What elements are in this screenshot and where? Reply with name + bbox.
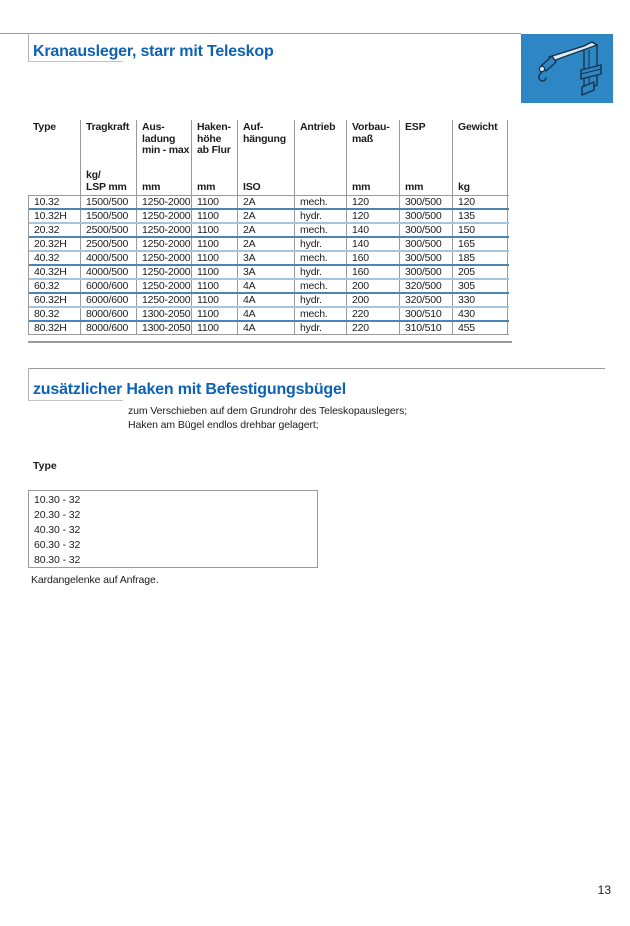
table-cell: 1500/500 bbox=[81, 210, 137, 222]
table-cell: 1250-2000 bbox=[137, 266, 192, 278]
table-row bbox=[29, 238, 509, 252]
header-line: Antrieb bbox=[300, 121, 336, 133]
table-cell: 300/500 bbox=[400, 196, 453, 208]
table-header-cell bbox=[295, 120, 347, 195]
table-cell: 40.32H bbox=[29, 266, 81, 278]
table-cell: 185 bbox=[453, 252, 508, 264]
table-cell: 150 bbox=[453, 224, 508, 236]
table-cell: 300/500 bbox=[400, 238, 453, 250]
table-cell: 6000/600 bbox=[81, 294, 137, 306]
header-title-lines bbox=[86, 122, 136, 134]
table-cell: 160 bbox=[347, 266, 400, 278]
table-cell: 20.32H bbox=[29, 238, 81, 250]
table-cell: 2A bbox=[238, 238, 295, 250]
table-end-rule bbox=[28, 341, 512, 343]
table-cell: 200 bbox=[347, 280, 400, 292]
table-cell: 1250-2000 bbox=[137, 280, 192, 292]
header-line: min - max bbox=[142, 144, 190, 156]
header-title-lines bbox=[300, 122, 346, 134]
table-cell: 300/500 bbox=[400, 266, 453, 278]
header-unit: mm bbox=[197, 180, 216, 193]
table-cell: 1100 bbox=[192, 210, 238, 222]
table-row bbox=[29, 280, 509, 294]
table-cell: 220 bbox=[347, 322, 400, 334]
table-cell: 320/500 bbox=[400, 294, 453, 306]
section2-title: zusätzlicher Haken mit Befestigungsbügel bbox=[33, 381, 346, 398]
table-cell: mech. bbox=[295, 224, 347, 236]
crane-illustration-box bbox=[521, 34, 613, 103]
table-cell: mech. bbox=[295, 252, 347, 264]
crane-jib-icon bbox=[521, 34, 613, 103]
header-line: Auf- bbox=[243, 121, 264, 133]
header-line: ESP bbox=[405, 121, 426, 133]
table-cell: 10.32H bbox=[29, 210, 81, 222]
table-cell: 4A bbox=[238, 322, 295, 334]
header-unit-lines bbox=[197, 182, 237, 194]
table-cell: 1100 bbox=[192, 280, 238, 292]
header-unit-lines bbox=[243, 182, 294, 194]
table-header-cell bbox=[238, 120, 295, 195]
table-cell: 205 bbox=[453, 266, 508, 278]
description-line: Haken am Bügel endlos drehbar gelagert; bbox=[128, 419, 319, 431]
table-cell: 4A bbox=[238, 280, 295, 292]
table-cell: 3A bbox=[238, 252, 295, 264]
table-cell: 4000/500 bbox=[81, 266, 137, 278]
header-unit-lines bbox=[142, 182, 191, 194]
table-cell: 4000/500 bbox=[81, 252, 137, 264]
header-title-lines bbox=[405, 122, 452, 134]
table-cell: 40.32 bbox=[29, 252, 81, 264]
table-cell: 80.32 bbox=[29, 308, 81, 320]
table-cell: 120 bbox=[453, 196, 508, 208]
type-list-label: Type bbox=[33, 460, 57, 472]
section2-description bbox=[128, 404, 407, 432]
header-unit: mm bbox=[352, 180, 371, 193]
type-list-item: 80.30 - 32 bbox=[34, 554, 81, 566]
table-cell: hydr. bbox=[295, 322, 347, 334]
type-list-item: 20.30 - 32 bbox=[34, 509, 81, 521]
table-cell: 1250-2000 bbox=[137, 252, 192, 264]
table-cell: hydr. bbox=[295, 294, 347, 306]
table-row bbox=[29, 294, 509, 308]
header-line: Aus- bbox=[142, 121, 165, 133]
header-unit-lines bbox=[458, 182, 507, 194]
table-cell: hydr. bbox=[295, 266, 347, 278]
table-cell: 1300-2050 bbox=[137, 322, 192, 334]
table-cell: 220 bbox=[347, 308, 400, 320]
table-cell: 1250-2000 bbox=[137, 210, 192, 222]
table-header-cell bbox=[347, 120, 400, 195]
table-cell: 1300-2050 bbox=[137, 308, 192, 320]
table-cell: 1500/500 bbox=[81, 196, 137, 208]
description-line: zum Verschieben auf dem Grundrohr des Teleskopauslegers; bbox=[128, 405, 408, 417]
table-cell: 3A bbox=[238, 266, 295, 278]
table-cell: 430 bbox=[453, 308, 508, 320]
table-cell: 2500/500 bbox=[81, 224, 137, 236]
type-list-item: 40.30 - 32 bbox=[34, 524, 81, 536]
header-title-lines bbox=[142, 122, 191, 157]
table-cell: hydr. bbox=[295, 210, 347, 222]
table-cell: 60.32H bbox=[29, 294, 81, 306]
table-cell: 1250-2000 bbox=[137, 294, 192, 306]
header-line: hängung bbox=[243, 132, 286, 145]
table-row bbox=[29, 196, 509, 210]
header-line: Gewicht bbox=[458, 121, 498, 133]
table-cell: 4A bbox=[238, 308, 295, 320]
table-header-cell bbox=[192, 120, 238, 195]
table-cell: 160 bbox=[347, 252, 400, 264]
table-cell: 80.32H bbox=[29, 322, 81, 334]
table-cell: 135 bbox=[453, 210, 508, 222]
table-cell: hydr. bbox=[295, 238, 347, 250]
table-cell: 1100 bbox=[192, 308, 238, 320]
header-line: Tragkraft bbox=[86, 121, 130, 133]
table-cell: 2A bbox=[238, 210, 295, 222]
header-unit: mm bbox=[405, 180, 424, 193]
header-unit-lines bbox=[86, 170, 136, 193]
header-title-lines bbox=[33, 122, 80, 134]
header-line: höhe bbox=[197, 132, 222, 145]
header-line: Haken- bbox=[197, 121, 231, 133]
table-cell: 4A bbox=[238, 294, 295, 306]
table-cell: 305 bbox=[453, 280, 508, 292]
table-cell: 20.32 bbox=[29, 224, 81, 236]
header-title-lines bbox=[243, 122, 294, 145]
table-cell: 2500/500 bbox=[81, 238, 137, 250]
table-cell: mech. bbox=[295, 308, 347, 320]
table-cell: 1250-2000 bbox=[137, 196, 192, 208]
table-header-cell bbox=[453, 120, 508, 195]
table-cell: 1100 bbox=[192, 224, 238, 236]
type-list-item: 60.30 - 32 bbox=[34, 539, 81, 551]
header-line: Type bbox=[33, 121, 56, 133]
header-unit-lines bbox=[405, 182, 452, 194]
table-cell: 165 bbox=[453, 238, 508, 250]
header-unit: kg/ bbox=[86, 169, 101, 181]
header-line: ladung bbox=[142, 132, 176, 145]
table-cell: 2A bbox=[238, 224, 295, 236]
table-row bbox=[29, 322, 509, 335]
header-unit: mm bbox=[142, 180, 161, 193]
page-number: 13 bbox=[597, 883, 611, 897]
table-cell: 140 bbox=[347, 224, 400, 236]
table-cell: mech. bbox=[295, 280, 347, 292]
table-cell: 2A bbox=[238, 196, 295, 208]
table-header-cell bbox=[137, 120, 192, 195]
table-cell: 1100 bbox=[192, 252, 238, 264]
spec-table-header bbox=[28, 120, 509, 196]
table-cell: 60.32 bbox=[29, 280, 81, 292]
header-line: Vorbau- bbox=[352, 121, 390, 133]
spec-table bbox=[28, 120, 509, 335]
table-row bbox=[29, 252, 509, 266]
type-list-box bbox=[28, 490, 318, 568]
header-unit: LSP mm bbox=[86, 180, 127, 193]
page-title: Kranausleger, starr mit Teleskop bbox=[33, 43, 274, 60]
table-cell: 320/500 bbox=[400, 280, 453, 292]
table-row bbox=[29, 224, 509, 238]
table-cell: 140 bbox=[347, 238, 400, 250]
header-line: ab Flur bbox=[197, 144, 231, 156]
table-cell: 1250-2000 bbox=[137, 238, 192, 250]
table-cell: 1100 bbox=[192, 238, 238, 250]
table-cell: 300/500 bbox=[400, 224, 453, 236]
table-cell: 300/510 bbox=[400, 308, 453, 320]
table-row bbox=[29, 210, 509, 224]
table-cell: 8000/600 bbox=[81, 322, 137, 334]
header-title-lines bbox=[458, 122, 507, 134]
table-cell: 300/500 bbox=[400, 252, 453, 264]
table-cell: mech. bbox=[295, 196, 347, 208]
header-unit: kg bbox=[458, 180, 470, 193]
header-unit-lines bbox=[352, 182, 399, 194]
table-cell: 6000/600 bbox=[81, 280, 137, 292]
spec-table-body bbox=[28, 196, 509, 335]
table-cell: 1100 bbox=[192, 322, 238, 334]
table-header-cell bbox=[81, 120, 137, 195]
table-cell: 1100 bbox=[192, 266, 238, 278]
header-title-lines bbox=[352, 122, 399, 145]
table-header-cell bbox=[400, 120, 453, 195]
table-cell: 120 bbox=[347, 210, 400, 222]
table-cell: 1100 bbox=[192, 196, 238, 208]
table-cell: 200 bbox=[347, 294, 400, 306]
header-unit: ISO bbox=[243, 180, 261, 193]
table-header-cell bbox=[28, 120, 81, 195]
table-cell: 1100 bbox=[192, 294, 238, 306]
table-cell: 10.32 bbox=[29, 196, 81, 208]
table-row bbox=[29, 266, 509, 280]
type-list-item: 10.30 - 32 bbox=[34, 494, 81, 506]
table-cell: 455 bbox=[453, 322, 508, 334]
table-cell: 330 bbox=[453, 294, 508, 306]
table-cell: 1250-2000 bbox=[137, 224, 192, 236]
table-row bbox=[29, 308, 509, 322]
table-cell: 310/510 bbox=[400, 322, 453, 334]
header-line: maß bbox=[352, 132, 373, 145]
table-cell: 120 bbox=[347, 196, 400, 208]
table-cell: 300/500 bbox=[400, 210, 453, 222]
footnote: Kardangelenke auf Anfrage. bbox=[31, 574, 159, 586]
table-cell: 8000/600 bbox=[81, 308, 137, 320]
header-title-lines bbox=[197, 122, 237, 157]
